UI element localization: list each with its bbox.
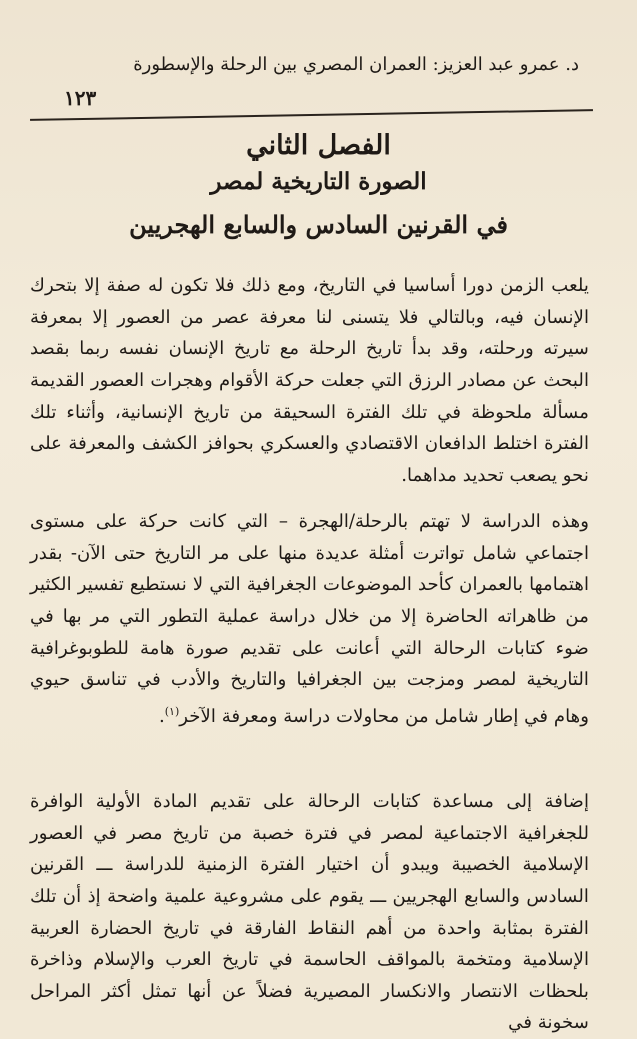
section-subtitle: في القرنين السادس والسابع الهجريين xyxy=(129,210,508,239)
paragraph-1: يلعب الزمن دورا أساسيا في التاريخ، ومع ذلك فلا تكون له صفة إلا بتحرك الإنسان فيه، وبالتالي فلا يتسنى لنا معرفة عصر من العصور إلا بمعرفة سيرته ورحلته، وقد بدأ تاريخ الرحلة مع تاريخ الإنسان نفسه ربما بقصد البحث عن مصادر الرزق التي جعلت حركة الأقوام وهجرات العصور القديمة مسألة ملحوظة في تلك الفترة السحيقة من تاريخ الإنسانية، وأثناء تلك الفترة اختلط الدافعان الاقتصادي والعسكري بحوافز الكشف والمعرفة على نحو يصعب تحديد مداهما. xyxy=(30,275,589,486)
chapter-title: الفصل الثاني xyxy=(246,130,391,161)
page-number: ١٢٣ xyxy=(64,86,97,110)
section-title: الصورة التاريخية لمصر xyxy=(210,168,427,195)
paragraph-2-text: وهذه الدراسة لا تهتم بالرحلة/الهجرة – التي كانت حركة على مستوى اجتماعي شامل تواترت أمثلة عديدة منها على مر التاريخ حتى الآن- بقدر اهتمامها بالعمران كأحد الموضوعات الجغرافية التي لا نستطيع تفسير الكثير من ظاهراته الحاضرة إلا من خلال دراسة عملية التطور التي مر بها في ضوء كتابات الرحالة التي أعانت على تقديم صورة هامة للطوبوغرافية التاريخية لمصر ومزجت بين الجغرافيا والتاريخ والأدب في تناسق حيوي وهام في إطار شامل من محاولات دراسة ومعرفة الآخر xyxy=(30,511,589,727)
running-header: د. عمرو عبد العزيز: العمران المصري بين الرحلة والإسطورة xyxy=(133,54,579,75)
paragraph-3: إضافة إلى مساعدة كتابات الرحالة على تقديم المادة الأولية الوافرة للجغرافية الاجتماعية لمصر في فترة خصبة من تاريخ مصر في العصور الإسلامية الخصيبة ويبدو أن اختيار الفترة الزمنية للدراسة ـــ القرنين السادس والسابع الهجريين ـــ يقوم على مشروعية علمية واضحة إذ أن تلك الفترة بمثابة واحدة من أهم النقاط الفارقة في تاريخ الحضارة العربية الإسلامية ومتخمة بالمواقف الحاسمة في تاريخ العرب والإسلام وذاخرة بلحظات الانتصار والانكسار المصيرية فضلاً عن أنها تمثل أكثر المراحل سخونة في xyxy=(30,791,589,1034)
footnote-marker: (١) xyxy=(164,704,180,718)
paragraph-2 xyxy=(30,506,589,732)
header-rule xyxy=(30,109,593,121)
paragraph-2-end: . xyxy=(158,705,165,727)
